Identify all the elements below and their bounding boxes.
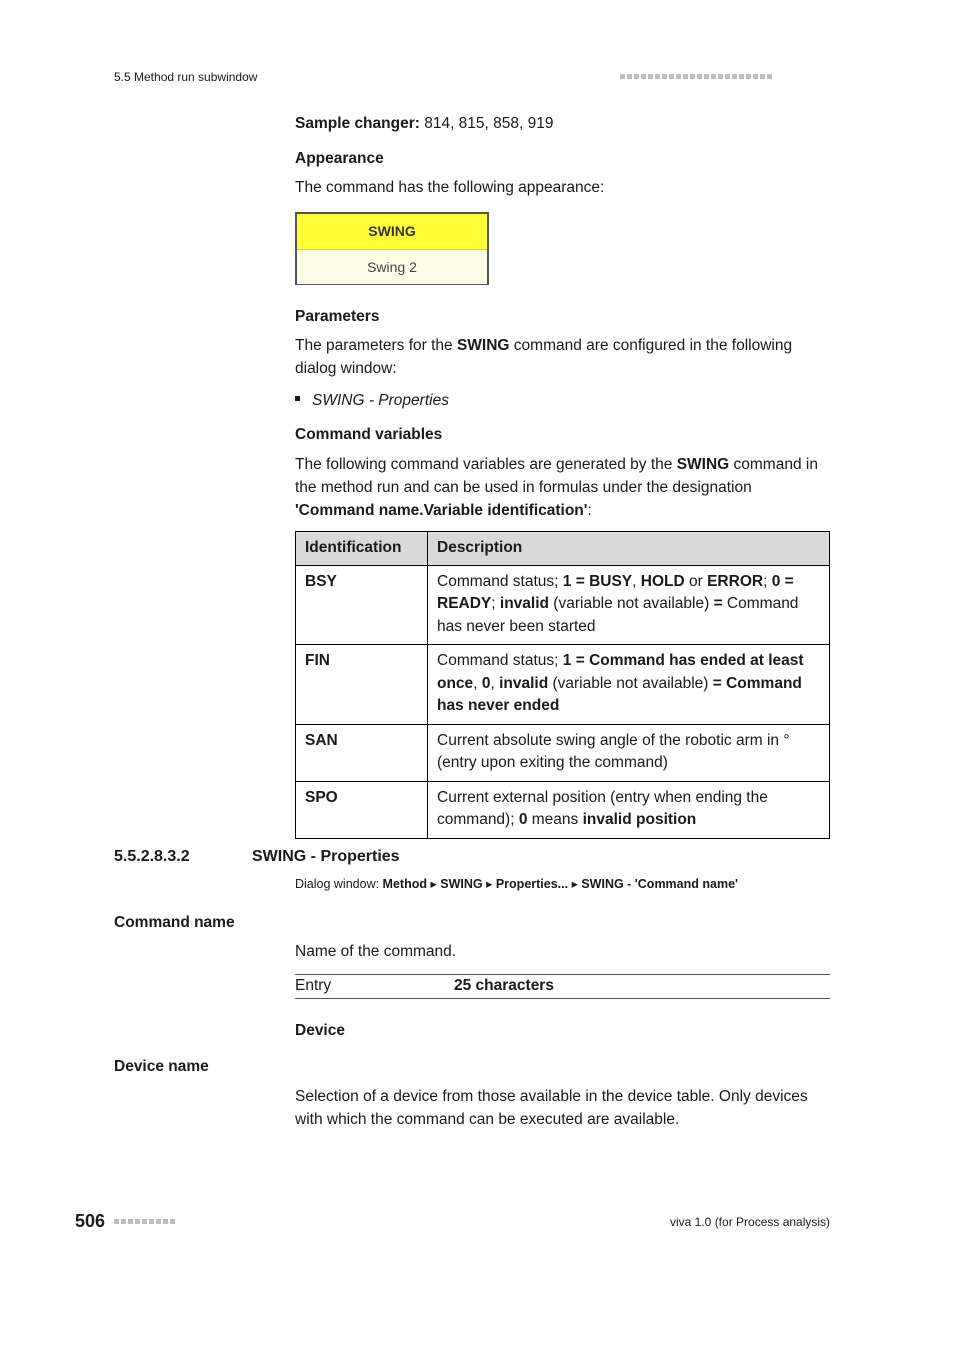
command-name-heading: Command name	[114, 914, 235, 931]
arrow-right-icon: ▸	[486, 877, 493, 891]
variable-id: FIN	[296, 645, 428, 725]
product-name: viva 1.0 (for Process analysis)	[670, 1215, 831, 1229]
command-variables-text: The following command variables are generated by the SWING command in the method run and can be used in formulas under the designation 'Command name.Variable identification':	[295, 456, 818, 519]
entry-row	[295, 974, 830, 999]
command-variables-table	[295, 531, 830, 839]
variable-description: Command status; 1 = BUSY, HOLD or ERROR; 0 = READY; invalid (variable not available) = Command has never been started	[428, 565, 830, 645]
sample-changer-value: 814, 815, 858, 919	[419, 115, 554, 132]
table-row	[296, 645, 830, 725]
entry-label: Entry	[295, 977, 332, 994]
command-name-text: Name of the command.	[295, 943, 457, 960]
swing-box-title: SWING	[297, 214, 487, 250]
column-header-identification: Identification	[296, 532, 428, 566]
variable-id: BSY	[296, 565, 428, 645]
swing-command-box	[295, 212, 489, 285]
table-header-row	[296, 532, 830, 566]
variable-description: Command status; 1 = Command has ended at least once, 0, invalid (variable not available) = Command has never ended	[428, 645, 830, 725]
running-header: 5.5 Method run subwindow	[114, 70, 258, 84]
variable-id: SPO	[296, 781, 428, 838]
header-decoration	[620, 74, 772, 79]
swing-box-name: Swing 2	[297, 250, 487, 284]
sample-changer-label: Sample changer:	[295, 115, 420, 132]
parameters-bullet-item	[295, 389, 830, 412]
bullet-icon	[295, 396, 300, 401]
table-row	[296, 724, 830, 781]
arrow-right-icon: ▸	[571, 877, 578, 891]
parameters-text: The parameters for the SWING command are configured in the following dialog window:	[295, 337, 793, 377]
footer-decoration	[114, 1219, 175, 1224]
dialog-path: Dialog window: Method ▸ SWING ▸ Properties... ▸ SWING - 'Command name'	[295, 877, 738, 891]
appearance-heading: Appearance	[295, 150, 384, 167]
variable-id: SAN	[296, 724, 428, 781]
command-variables-heading: Command variables	[295, 426, 443, 443]
appearance-text: The command has the following appearance:	[295, 179, 605, 196]
device-name-text: Selection of a device from those available in the device table. Only devices with which the command can be executed are available.	[295, 1088, 808, 1128]
arrow-right-icon: ▸	[430, 877, 437, 891]
variable-description: Current external position (entry when ending the command); 0 means invalid position	[428, 781, 830, 838]
page-number: 506	[75, 1211, 106, 1231]
sample-changer-line	[295, 112, 830, 135]
section-title: SWING - Properties	[252, 848, 400, 865]
swing-properties-link[interactable]: SWING - Properties	[312, 392, 449, 409]
column-header-description: Description	[428, 532, 830, 566]
device-name-heading: Device name	[114, 1058, 209, 1075]
table-row	[296, 781, 830, 838]
table-row	[296, 565, 830, 645]
parameters-heading: Parameters	[295, 308, 380, 325]
device-heading: Device	[295, 1022, 345, 1039]
entry-value: 25 characters	[454, 977, 554, 994]
section-number: 5.5.2.8.3.2	[114, 848, 190, 865]
variable-description: Current absolute swing angle of the robotic arm in ° (entry upon exiting the command)	[428, 724, 830, 781]
